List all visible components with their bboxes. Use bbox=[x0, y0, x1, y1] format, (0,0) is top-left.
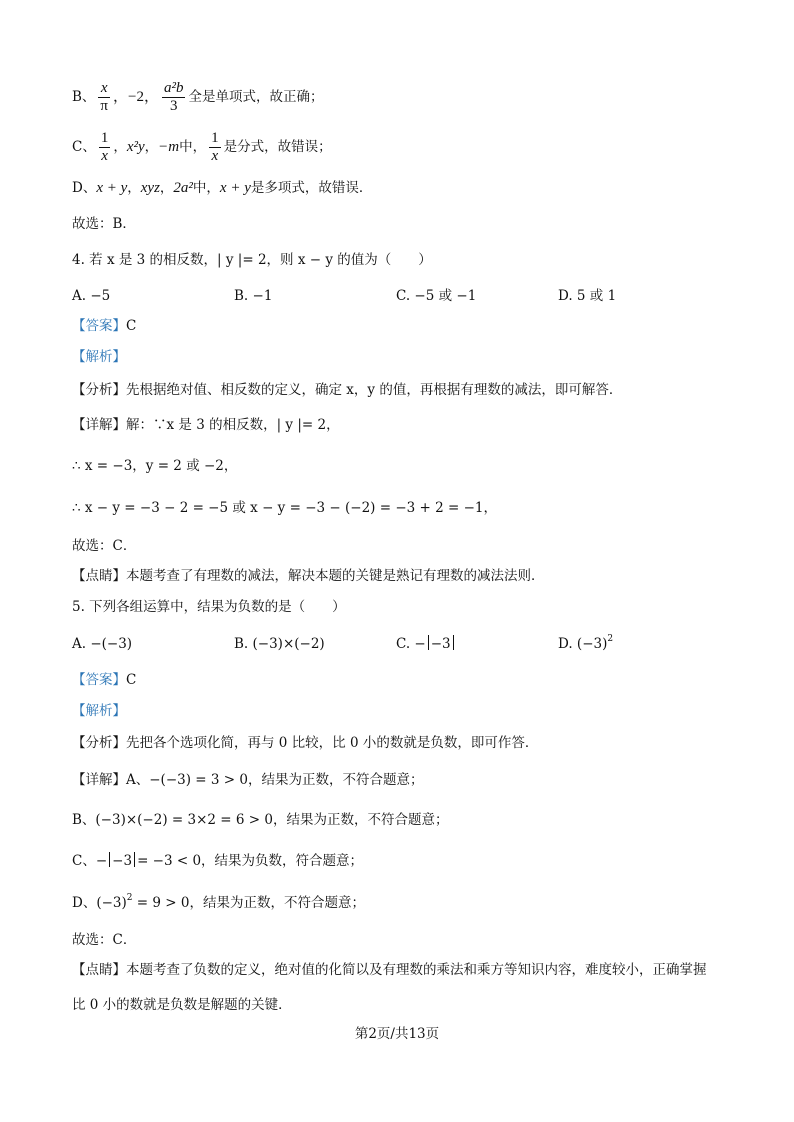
q4-option-b: B. −1 bbox=[234, 288, 273, 304]
q4-answer: 【答案】C bbox=[72, 318, 137, 334]
q4-option-a: A. −5 bbox=[72, 288, 111, 304]
q5-option-c: C. − −3 bbox=[396, 634, 456, 654]
q5-detail-c: C、− −3 = −3 < 0，结果为负数，符合题意； bbox=[72, 853, 364, 869]
q5-detail-b: B、(−3)×(−2) = 3×2 = 6 > 0，结果为正数，不符合题意； bbox=[72, 812, 449, 828]
q4-choose: 故选：C． bbox=[72, 538, 137, 554]
q4-comment: 【点睛】本题考查了有理数的减法，解决本题的关键是熟记有理数的减法法则． bbox=[72, 568, 545, 584]
label-b: B、 bbox=[72, 89, 96, 105]
q5-detail-d: D、$(-3)^2 = 9 > 0$，结果为正数，不符合题意； bbox=[72, 893, 365, 911]
q5-answer: 【答案】C bbox=[72, 672, 137, 688]
option-d-explanation: D、x + y，xyz，2a²中，x + y是多项式，故错误． bbox=[72, 180, 373, 196]
option-c-explanation: C、 $\frac{1}{x}$ ，x²y，−m中， $\frac{1}{x}$ 是分式，故错误； bbox=[72, 130, 332, 164]
q5-jiexi: 【解析】 bbox=[72, 703, 126, 719]
q5-comment-1: 【点睛】本题考查了负数的定义，绝对值的化简以及有理数的乘法和乘方等知识内容，难度较小，正确掌握 bbox=[72, 962, 707, 978]
fraction-x-over-pi: $\frac{x}{\pi}$ bbox=[100, 80, 108, 114]
q5-analysis: 【分析】先把各个选项化简，再与 0 比较，比 0 小的数就是负数，即可作答． bbox=[72, 735, 539, 751]
q4-analysis: 【分析】先根据绝对值、相反数的定义，确定 x，y 的值，再根据有理数的减法，即可解答． bbox=[72, 382, 623, 398]
q5-comment-2: 比 0 小的数就是负数是解题的关键． bbox=[72, 997, 292, 1013]
fraction-1-over-x: $\frac{1}{x}$ bbox=[100, 130, 109, 164]
q4-option-d: D. 5 或 1 bbox=[558, 288, 617, 304]
q5-choose: 故选：C． bbox=[72, 932, 137, 948]
q5-option-a: A. −(−3) bbox=[72, 636, 133, 652]
fraction-1-over-x-2: $\frac{1}{x}$ bbox=[211, 130, 219, 164]
q5-option-b: B. (−3)×(−2) bbox=[234, 636, 325, 652]
abs-bar-left bbox=[428, 635, 429, 650]
q5-detail-a: 【详解】A、−(−3) = 3 > 0，结果为正数，不符合题意； bbox=[72, 772, 424, 788]
abs-bar-right-2 bbox=[134, 852, 135, 867]
page-footer: 第2页/共13页 bbox=[354, 1026, 440, 1042]
q4-step-2: ∴ x − y = −3 − 2 = −5 或 x − y = −3 − (−2) = −3 + 2 = −1， bbox=[72, 500, 497, 516]
abs-bar-left-2 bbox=[109, 852, 110, 867]
option-b-explanation: B、 $\frac{x}{\pi}$ ，−2， $\frac{\text{a²b}}{3}$ 全是单项式，故正确； bbox=[72, 80, 324, 114]
q4-option-c: C. −5 或 −1 bbox=[396, 288, 477, 304]
abs-bar-right bbox=[453, 635, 454, 650]
question-4: 4. 若 x 是 3 的相反数，| y |= 2，则 x − y 的值为（ ） bbox=[72, 252, 432, 268]
question-5: 5. 下列各组运算中，结果为负数的是（ ） bbox=[72, 599, 346, 615]
q4-jiexi: 【解析】 bbox=[72, 349, 126, 365]
q4-step-1: ∴ x = −3，y = 2 或 −2， bbox=[72, 458, 238, 474]
q5-option-d: D. $(-3)^2$ bbox=[558, 634, 614, 652]
fraction-a2b-over-3: $\frac{\text{a²b}}{3}$ bbox=[163, 80, 184, 114]
answer-b-line: 故选：B． bbox=[72, 216, 136, 232]
q4-detail: 【详解】解：∵x 是 3 的相反数，| y |= 2， bbox=[72, 417, 340, 433]
